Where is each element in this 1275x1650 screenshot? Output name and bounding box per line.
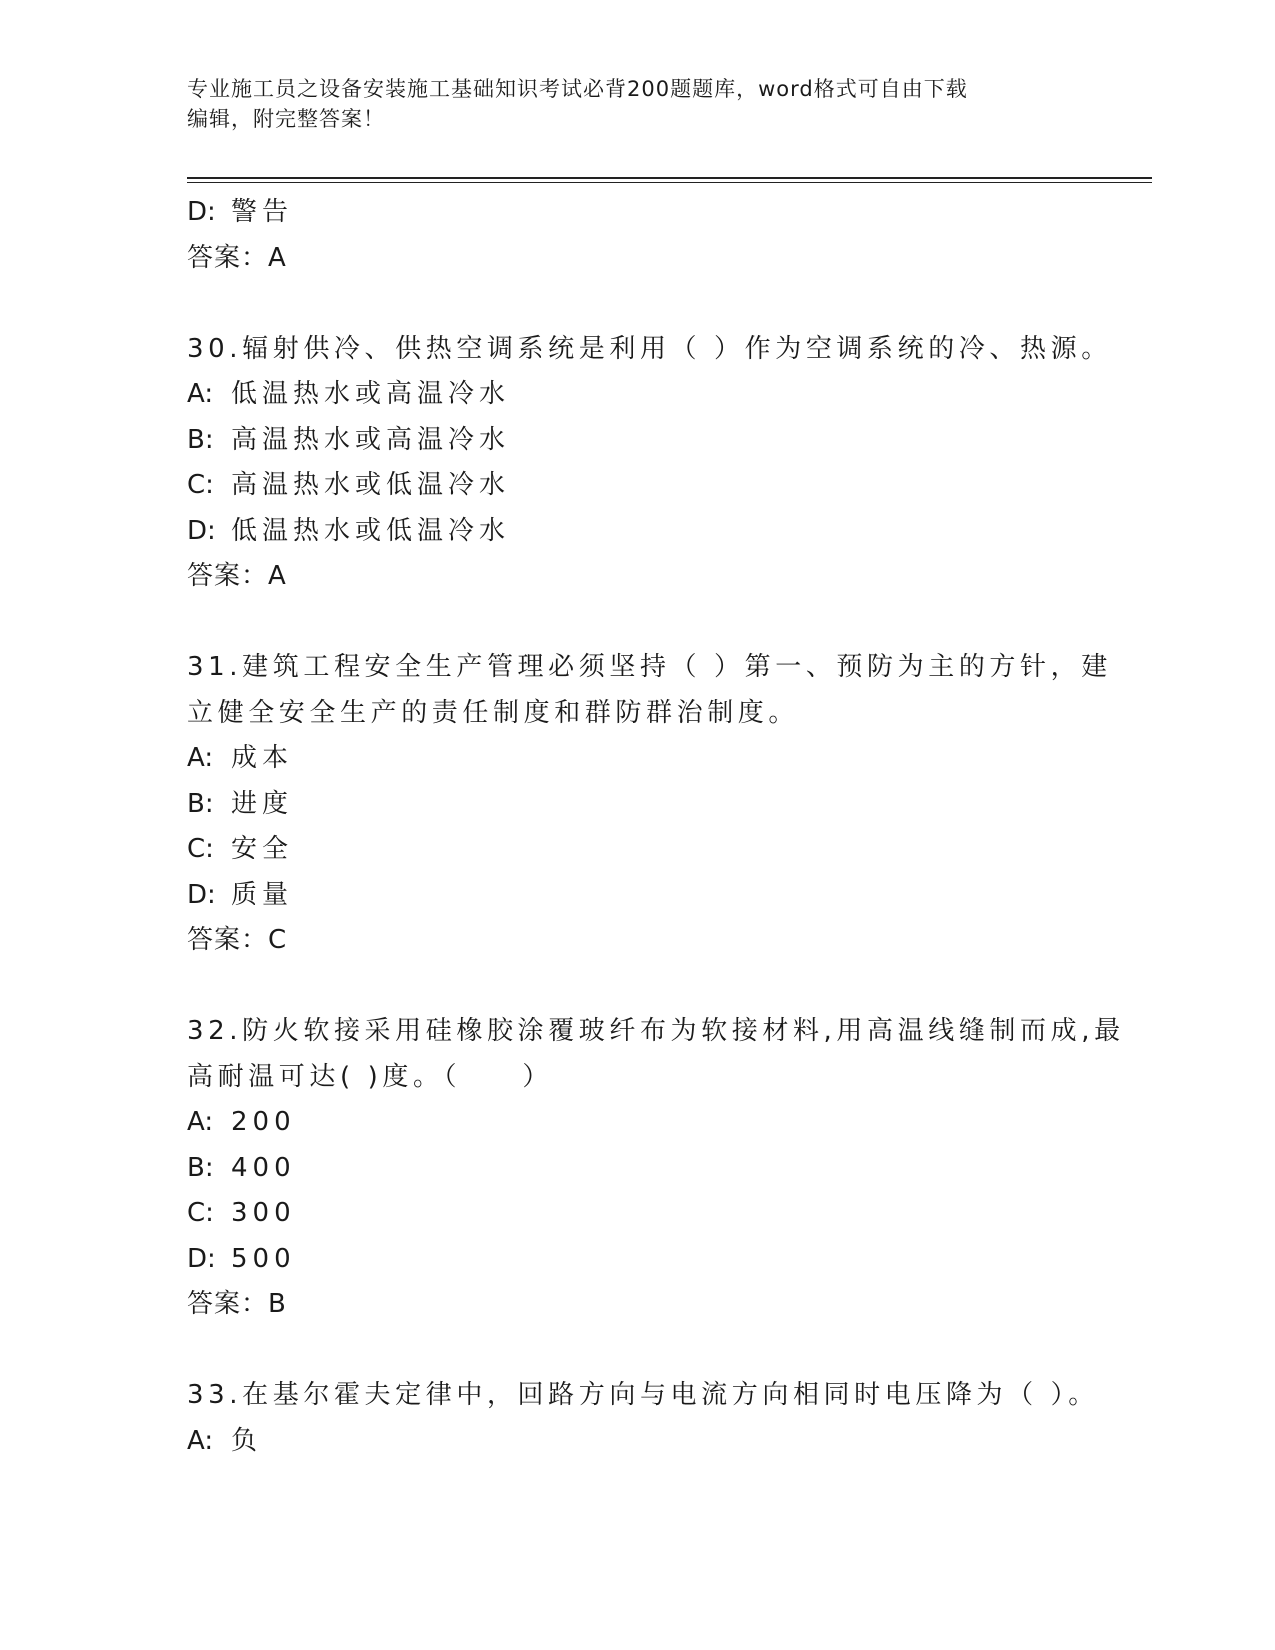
answer-line: 答案：C [187,925,288,955]
option-text: 500 [231,1243,296,1274]
option-text: 负 [231,1425,263,1456]
option-key: A: [187,1107,214,1137]
spacer [187,281,1087,327]
answer-line: 答案：A [187,242,287,273]
question-31-stem-line-2: 立健全安全生产的责任制度和群防群治制度。 [187,697,800,728]
option-c [187,463,1087,509]
option-key: A: [187,379,214,409]
question-33-stem: 33.在基尔霍夫定律中，回路方向与电流方向相同时电压降为（ ）。 [187,1380,1099,1410]
option-key: D: [187,879,216,910]
option-text: 400 [231,1152,296,1183]
option-text: 低温热水或低温冷水 [231,515,511,546]
page-header [187,74,1067,134]
option-d [187,509,1087,555]
option-d [187,190,1087,236]
spacer [187,1328,1087,1374]
option-text: 低温热水或高温冷水 [231,379,511,409]
option-a [187,1419,1087,1465]
option-key: C: [187,1198,214,1228]
question-32-stem-line-1: 32.防火软接采用硅橡胶涂覆玻纤布为软接材料,用高温线缝制而成,最 [187,1016,1125,1046]
question-31-stem-line-1: 31.建筑工程安全生产管理必须坚持（ ）第一、预防为主的方针，建 [187,652,1112,682]
option-key: A: [187,1425,214,1456]
question-30-stem: 30.辐射供冷、供热空调系统是利用（ ）作为空调系统的冷、热源。 [187,333,1112,364]
option-text: 警告 [231,197,294,227]
option-key: D: [187,1243,216,1274]
option-key: D: [187,515,216,546]
question-list [187,190,1125,1464]
answer-line: 答案：B [187,1289,287,1319]
option-key: C: [187,834,214,864]
option-text: 高温热水或高温冷水 [231,424,511,455]
header-divider-thick [187,177,1152,179]
option-key: B: [187,1152,214,1183]
option-b [187,418,1087,464]
option-key: C: [187,470,214,500]
option-key: D: [187,197,216,227]
option-text: 质量 [231,879,294,910]
option-c [187,1191,1087,1237]
option-b [187,1146,1087,1192]
option-text: 200 [231,1107,296,1137]
option-a [187,1100,1087,1146]
answer-line: 答案：A [187,561,287,591]
option-text: 高温热水或低温冷水 [231,470,511,500]
question-32-stem-line-2: 高耐温可达( )度。（ ） [187,1061,553,1092]
option-key: B: [187,424,214,455]
option-a [187,372,1087,418]
option-text: 成本 [231,743,294,773]
option-key: A: [187,743,214,773]
option-text: 安全 [231,834,294,864]
header-line-1: 专业施工员之设备安装施工基础知识考试必背200题题库，word格式可自由下载 [187,77,968,101]
spacer [187,600,1087,646]
option-b [187,782,1087,828]
option-c [187,827,1087,873]
option-text: 进度 [231,788,294,819]
spacer [187,964,1087,1010]
header-line-2: 编辑，附完整答案！ [187,107,385,131]
option-text: 300 [231,1198,296,1228]
option-key: B: [187,788,214,819]
option-a [187,736,1087,782]
option-d [187,873,1087,919]
header-divider-thin [187,182,1152,183]
option-d [187,1237,1087,1283]
